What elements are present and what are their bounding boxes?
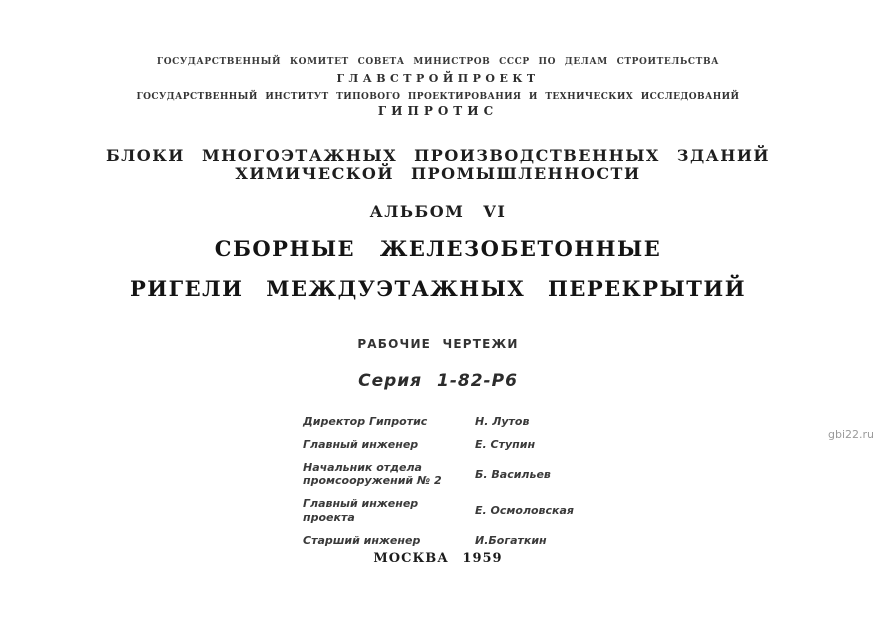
place-and-year: МОСКВА 1959 [373, 551, 503, 566]
signature-role: Главный инженер [303, 437, 419, 451]
signature-name: Е. Осмоловская [475, 504, 574, 518]
main-title-line-2: РИГЕЛИ МЕЖДУЭТАЖНЫХ ПЕРЕКРЫТИЙ [129, 276, 747, 301]
signature-row [303, 438, 585, 452]
signature-role: Старший инженер [303, 533, 421, 547]
signature-name: Б. Васильев [475, 467, 551, 481]
signature-row [303, 415, 585, 429]
signature-name: Е. Ступин [475, 438, 536, 452]
signature-name: Н. Лутов [475, 415, 530, 429]
letterhead-committee: ГОСУДАРСТВЕННЫЙ КОМИТЕТ СОВЕТА МИНИСТРОВ СССР ПО ДЕЛАМ СТРОИТЕЛЬСТВА [156, 57, 720, 67]
signature-role: Директор Гипротис [303, 415, 428, 428]
signature-row [303, 461, 585, 489]
watermark: gbi22.ru [827, 428, 874, 441]
letterhead-giprotis: ГИПРОТИС [377, 104, 499, 118]
signature-name: И.Богаткин [475, 533, 547, 547]
signature-role: Начальник отдела промсооружений № 2 [303, 460, 442, 488]
letterhead-glavstroyproekt: ГЛАВСТРОЙПРОЕКТ [336, 72, 540, 85]
series-designation: Серия 1-82-Р6 [358, 371, 518, 391]
subject-line-1: БЛОКИ МНОГОЭТАЖНЫХ ПРОИЗВОДСТВЕННЫХ ЗДАНИЙ [105, 146, 771, 165]
album-number: АЛЬБОМ VI [369, 202, 507, 221]
signature-row [303, 497, 585, 525]
signature-block [303, 415, 585, 547]
subject-line-2: ХИМИЧЕСКОЙ ПРОМЫШЛЕННОСТИ [235, 164, 641, 183]
letterhead-institute: ГОСУДАРСТВЕННЫЙ ИНСТИТУТ ТИПОВОГО ПРОЕКТИРОВАНИЯ И ТЕХНИЧЕСКИХ ИССЛЕДОВАНИЙ [136, 92, 740, 102]
document-type: РАБОЧИЕ ЧЕРТЕЖИ [357, 337, 519, 351]
main-title-line-1: СБОРНЫЕ ЖЕЛЕЗОБЕТОННЫЕ [214, 236, 662, 261]
signature-role: Главный инженер проекта [303, 497, 419, 524]
signature-row [303, 534, 585, 548]
